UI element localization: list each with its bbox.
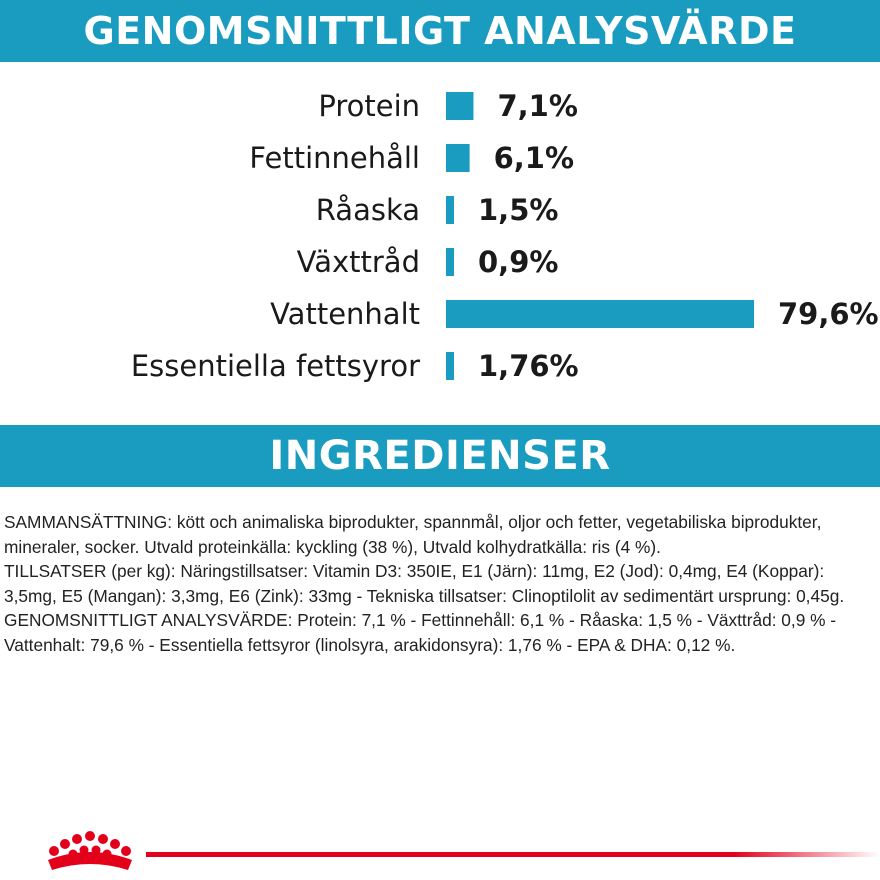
analysis-bar-chart (0, 70, 880, 410)
bar (446, 248, 454, 276)
bar-value-label: 0,9% (478, 245, 559, 279)
bar-label: Växttråd (296, 245, 420, 279)
bar-label: Vattenhalt (270, 297, 420, 331)
bar-label: Råaska (315, 193, 420, 227)
royal-canin-crown-icon (40, 830, 140, 876)
composition-paragraph: SAMMANSÄTTNING: kött och animaliska biprodukter, spannmål, oljor och fetter, vegetabiliska biprodukter, mineraler, socker. Utvald proteinkälla: kyckling (38 %), Utvald kolhydratkälla: ris (4 %). (4, 512, 822, 557)
additives-paragraph: TILLSATSER (per kg): Näringstillsatser: Vitamin D3: 350IE, E1 (Järn): 11mg, E2 (Jod): 0,4mg, E4 (Koppar): 3,5mg, E5 (Mangan): 3,3mg, E6 (Zink): 33mg - Tekniska tillsatser: Clinoptilolit av sedimentärt ursprung: 0,45g. (4, 561, 845, 606)
ingredients-header (0, 425, 880, 487)
bar-label: Essentiella fettsyror (130, 349, 420, 383)
bar (446, 144, 470, 172)
bar (446, 92, 473, 120)
bar (446, 300, 754, 328)
ingredients-title: INGREDIENSER (269, 433, 611, 479)
bar-value-label: 79,6% (778, 297, 879, 331)
bar (446, 196, 454, 224)
analysis-paragraph: GENOMSNITTLIGT ANALYSVÄRDE: Protein: 7,1 % - Fettinnehåll: 6,1 % - Råaska: 1,5 % - Växttråd: 0,9 % - Vattenhalt: 79,6 % - Essentiella fettsyror (linolsyra, arakidonsyra): 1,76 % - EPA & DHA: 0,12 %. (4, 610, 837, 655)
analysis-title: GENOMSNITTLIGT ANALYSVÄRDE (83, 9, 797, 53)
bar-value-label: 7,1% (497, 89, 578, 123)
bar-label: Protein (318, 89, 420, 123)
ingredients-text (4, 510, 876, 657)
bar-value-label: 1,76% (478, 349, 579, 383)
footer (0, 818, 880, 880)
bar-value-label: 6,1% (493, 141, 575, 175)
analysis-header (0, 0, 880, 62)
footer-red-line (146, 852, 880, 857)
bar (446, 352, 454, 380)
bar-label: Fettinnehåll (249, 141, 420, 175)
bar-value-label: 1,5% (478, 193, 559, 227)
